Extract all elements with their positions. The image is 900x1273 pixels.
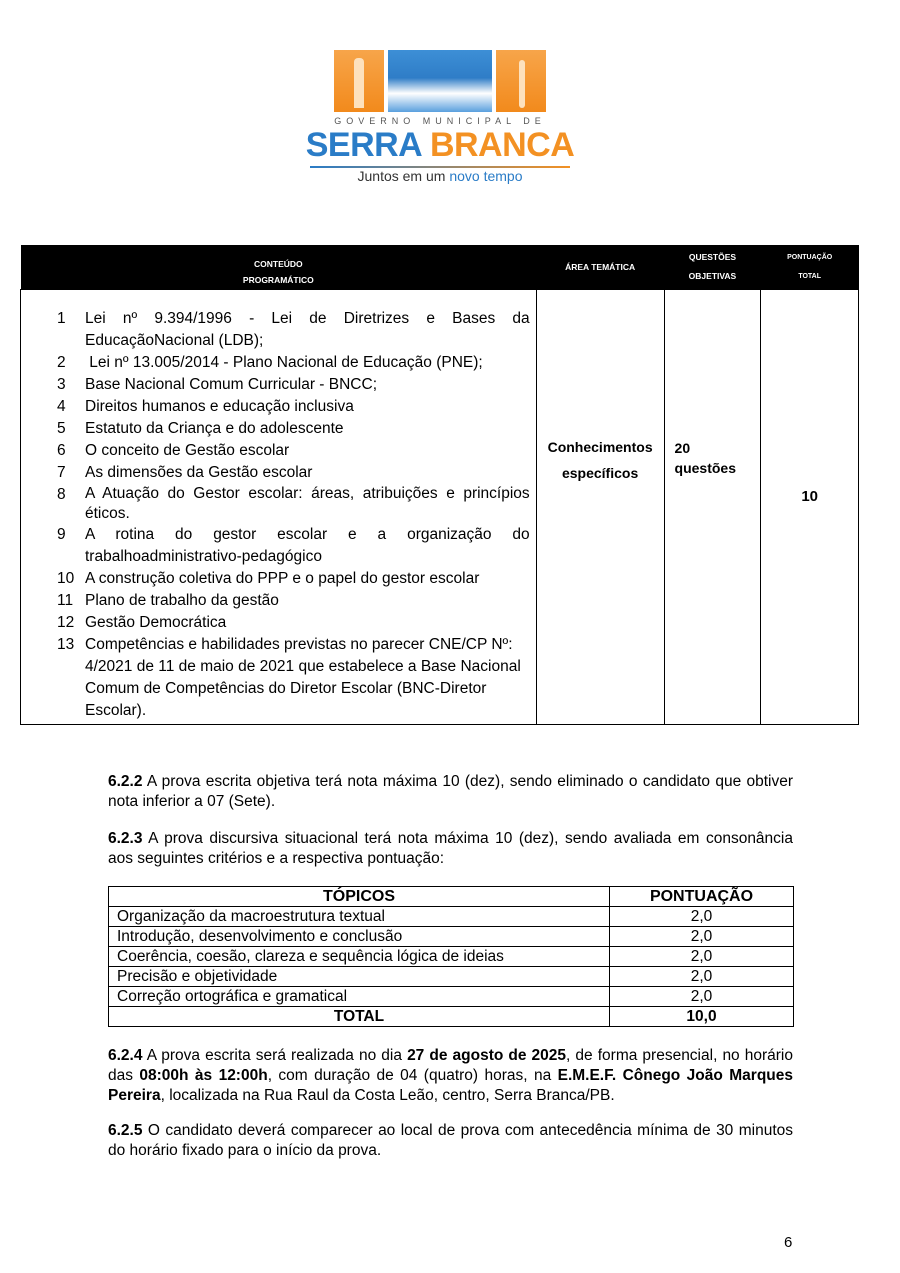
page-number: 6 bbox=[784, 1234, 793, 1251]
logo-name-branca: BRANCA bbox=[429, 126, 575, 164]
area-line2: específicos bbox=[561, 465, 639, 481]
list-item bbox=[51, 462, 530, 484]
score-header-row bbox=[109, 887, 794, 907]
syllabus-row bbox=[21, 290, 859, 725]
item-text: As dimensões da Gestão escolar bbox=[85, 464, 313, 481]
item-text: Lei nº 13.005/2014 - Plano Nacional de Educação (PNE); bbox=[85, 354, 483, 371]
section-text: A prova escrita objetiva terá nota máxima 10 (dez), sendo eliminado o candidato que obtiver nota inferior a 07 (Sete). bbox=[108, 773, 793, 810]
list-item bbox=[51, 484, 530, 524]
item-number: 11 bbox=[57, 592, 74, 609]
list-item bbox=[51, 612, 530, 634]
section-text: A prova discursiva situacional terá nota máxima 10 (dez), sendo avaliada em consonância aos seguintes critérios e a respectiva pontuação: bbox=[108, 830, 793, 867]
topic-cell: Coerência, coesão, clareza e sequência lógica de ideias bbox=[109, 947, 610, 967]
topic-cell: Introdução, desenvolvimento e conclusão bbox=[109, 927, 610, 947]
list-item bbox=[51, 396, 530, 418]
header-content bbox=[21, 245, 537, 290]
slogan-part1: Juntos em um bbox=[357, 168, 446, 184]
section-number: 6.2.4 bbox=[108, 1047, 143, 1064]
item-text: A rotina do gestor escolar e a organização do trabalhoadministrativo-pedagógico bbox=[85, 526, 530, 565]
score-cell: 2,0 bbox=[610, 967, 794, 987]
score-criteria-table bbox=[108, 886, 794, 1027]
questions-label: questões bbox=[674, 460, 736, 476]
item-text: Plano de trabalho da gestão bbox=[85, 592, 279, 609]
syllabus-header-row bbox=[21, 245, 859, 290]
section-number: 6.2.3 bbox=[108, 830, 143, 847]
municipal-logo bbox=[298, 50, 582, 185]
slogan-part2: novo tempo bbox=[449, 168, 523, 184]
questions-count: 20 bbox=[674, 440, 691, 456]
church-tower-icon bbox=[334, 50, 384, 112]
content-list bbox=[21, 290, 537, 725]
item-number: 3 bbox=[57, 376, 66, 393]
logo-emblem bbox=[334, 50, 546, 112]
section-6-2-3 bbox=[108, 829, 793, 869]
item-text: Gestão Democrática bbox=[85, 614, 227, 631]
list-item bbox=[51, 418, 530, 440]
section-text: , localizada na Rua Raul da Costa Leão, centro, Serra Branca/PB. bbox=[160, 1087, 615, 1104]
header-content-line2: PROGRAMÁTICO bbox=[242, 274, 314, 285]
total-score: 10 bbox=[761, 290, 859, 725]
logo-government-line: GOVERNO MUNICIPAL DE bbox=[334, 116, 546, 126]
item-text: A Atuação do Gestor escolar: áreas, atribuições e princípios éticos. bbox=[85, 485, 530, 522]
section-number: 6.2.5 bbox=[108, 1122, 143, 1139]
section-text: , de forma presencial, no horário das bbox=[108, 1047, 793, 1084]
item-text: Base Nacional Comum Curricular - BNCC; bbox=[85, 376, 377, 393]
table-row bbox=[109, 927, 794, 947]
total-label: TOTAL bbox=[109, 1007, 610, 1027]
item-number: 13 bbox=[57, 636, 75, 653]
table-row bbox=[109, 987, 794, 1007]
header-area: ÁREA TEMÁTICA bbox=[536, 245, 664, 290]
item-number: 7 bbox=[57, 464, 66, 481]
logo-slogan bbox=[298, 168, 582, 184]
section-6-2-4 bbox=[108, 1046, 793, 1106]
item-number: 5 bbox=[57, 420, 66, 437]
list-item bbox=[51, 308, 530, 352]
item-text: Estatuto da Criança e do adolescente bbox=[85, 420, 344, 437]
section-text: O candidato deverá comparecer ao local de prova com antecedência mínima de 30 minutos do horário fixado para o início da prova. bbox=[108, 1122, 793, 1159]
list-item bbox=[51, 568, 530, 590]
section-6-2-5 bbox=[108, 1121, 793, 1161]
logo-name-serra: SERRA bbox=[305, 126, 421, 164]
total-value: 10,0 bbox=[610, 1007, 794, 1027]
header-questions bbox=[664, 245, 761, 290]
item-number: 9 bbox=[57, 526, 66, 543]
header-points: PONTUAÇÃO bbox=[610, 887, 794, 907]
table-row bbox=[109, 947, 794, 967]
item-text: Lei nº 9.394/1996 - Lei de Diretrizes e Bases da EducaçãoNacional (LDB); bbox=[85, 310, 530, 349]
item-text: A construção coletiva do PPP e o papel do gestor escolar bbox=[85, 570, 480, 587]
section-6-2-2 bbox=[108, 772, 793, 812]
thematic-area bbox=[536, 290, 664, 725]
total-row bbox=[109, 1007, 794, 1027]
objective-questions bbox=[664, 290, 761, 725]
header-questions-line2: OBJETIVAS bbox=[688, 271, 737, 281]
cactus-icon bbox=[496, 50, 546, 112]
item-text: Competências e habilidades previstas no parecer CNE/CP Nº: 4/2021 de 11 de maio de 2021 que estabelece a Base Nacional Comum de Competências do Diretor Escolar (BNC-Diretor Escolar). bbox=[85, 636, 521, 719]
item-number: 10 bbox=[57, 570, 75, 587]
score-cell: 2,0 bbox=[610, 987, 794, 1007]
exam-date: 27 de agosto de 2025 bbox=[407, 1047, 567, 1064]
table-row bbox=[109, 907, 794, 927]
topic-cell: Precisão e objetividade bbox=[109, 967, 610, 987]
section-number: 6.2.2 bbox=[108, 773, 143, 790]
table-row bbox=[109, 967, 794, 987]
item-number: 12 bbox=[57, 614, 75, 631]
list-item bbox=[51, 352, 530, 374]
header-content-line1: CONTEÚDO bbox=[254, 258, 303, 269]
topic-cell: Organização da macroestrutura textual bbox=[109, 907, 610, 927]
header-score-line1: PONTUAÇÃO bbox=[787, 254, 833, 261]
score-cell: 2,0 bbox=[610, 907, 794, 927]
syllabus-table bbox=[20, 245, 859, 725]
header-score bbox=[761, 245, 859, 290]
exam-venue: E.M.E.F. Cônego João Marques Pereira bbox=[108, 1067, 793, 1104]
section-text: , com duração de 04 (quatro) horas, na bbox=[267, 1067, 558, 1084]
header-score-line2: TOTAL bbox=[798, 273, 822, 280]
topic-cell: Correção ortográfica e gramatical bbox=[109, 987, 610, 1007]
item-text: Direitos humanos e educação inclusiva bbox=[85, 398, 354, 415]
item-number: 2 bbox=[57, 354, 66, 371]
exam-time: 08:00h às 12:00h bbox=[139, 1067, 268, 1084]
item-number: 6 bbox=[57, 442, 66, 459]
score-cell: 2,0 bbox=[610, 947, 794, 967]
list-item bbox=[51, 590, 530, 612]
list-item bbox=[51, 440, 530, 462]
item-text: O conceito de Gestão escolar bbox=[85, 442, 290, 459]
area-line1: Conhecimentos bbox=[547, 439, 653, 455]
list-item bbox=[51, 634, 530, 722]
item-number: 8 bbox=[57, 486, 66, 503]
score-cell: 2,0 bbox=[610, 927, 794, 947]
header-questions-line1: QUESTÕES bbox=[688, 252, 737, 262]
list-item bbox=[51, 524, 530, 568]
section-text: A prova escrita será realizada no dia bbox=[142, 1047, 408, 1064]
logo-city-name bbox=[298, 126, 582, 164]
header-topics: TÓPICOS bbox=[109, 887, 610, 907]
list-item bbox=[51, 374, 530, 396]
item-number: 1 bbox=[57, 310, 66, 327]
item-number: 4 bbox=[57, 398, 66, 415]
mountain-landscape-icon bbox=[388, 50, 492, 112]
